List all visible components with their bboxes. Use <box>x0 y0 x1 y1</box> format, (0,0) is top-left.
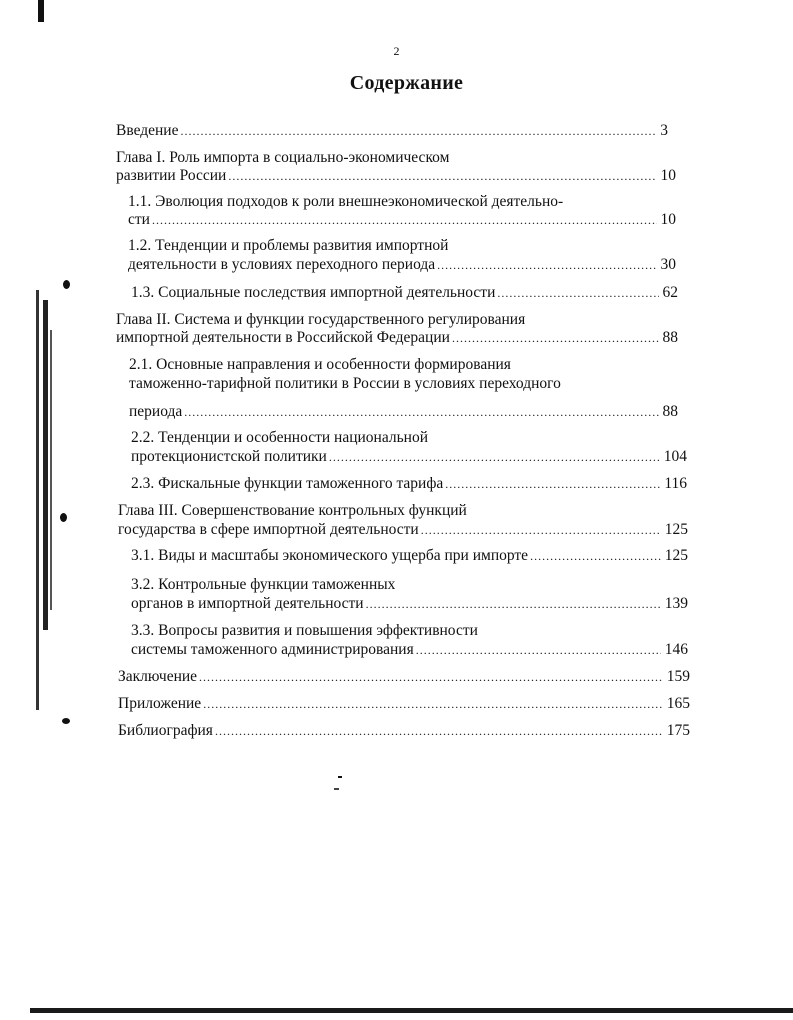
toc-entry-label: 3.1. Виды и масштабы экономического ущерба при импорте <box>131 547 529 564</box>
dot-leader <box>437 255 656 275</box>
binder-hole-mark <box>62 718 70 724</box>
toc-entry-section-3-1 <box>131 546 688 566</box>
dot-leader <box>452 328 659 348</box>
toc-chapter-1-heading: Глава I. Роль импорта в социально-экономическом <box>116 149 450 166</box>
toc-section-1-2-heading: 1.2. Тенденции и проблемы развития импортной <box>128 237 449 254</box>
toc-entry-appendix <box>118 694 690 714</box>
toc-entry-section-1-1 <box>128 210 676 230</box>
toc-entry-conclusion <box>118 667 690 687</box>
dot-leader <box>203 694 663 714</box>
toc-entry-label: 1.3. Социальные последствия импортной деятельности <box>131 284 496 301</box>
toc-entry-label: 2.3. Фискальные функции таможенного тарифа <box>131 475 444 492</box>
toc-entry-label: системы таможенного администрирования <box>131 641 414 658</box>
dot-leader <box>228 166 656 186</box>
toc-page-number: 159 <box>666 668 690 685</box>
dot-leader <box>366 594 661 614</box>
page-number: 2 <box>393 44 400 58</box>
scan-bottom-edge <box>30 1008 793 1013</box>
toc-page-number: 139 <box>664 595 688 612</box>
toc-page-number: 88 <box>662 403 678 420</box>
toc-page-number: 125 <box>664 547 688 564</box>
scan-margin-streak <box>38 0 44 22</box>
toc-section-2-1-heading-cont: таможенно-тарифной политики в России в условиях переходного <box>129 375 561 392</box>
toc-chapter-3-heading: Глава III. Совершенствование контрольных функций <box>118 502 467 519</box>
toc-page-number: 88 <box>662 329 678 346</box>
scan-margin-streak <box>36 290 39 710</box>
dot-leader <box>445 474 660 494</box>
toc-entry-label: сти <box>128 211 150 228</box>
toc-entry-label: Заключение <box>118 668 198 685</box>
toc-entry-section-2-3 <box>131 474 687 494</box>
dot-leader <box>421 520 661 540</box>
toc-section-1-1-heading: 1.1. Эволюция подходов к роли внешнеэкономической деятельно- <box>128 193 564 210</box>
toc-page-number: 10 <box>660 211 676 228</box>
toc-entry-section-1-3 <box>131 283 678 303</box>
toc-entry-label: Введение <box>116 122 179 139</box>
toc-entry-label: развитии России <box>116 167 227 184</box>
toc-entry-section-2-1 <box>129 402 678 422</box>
toc-entry-bibliography <box>118 721 690 741</box>
dot-leader <box>416 640 661 660</box>
dot-leader <box>497 283 658 303</box>
dot-leader <box>180 121 656 141</box>
toc-entry-label: деятельности в условиях переходного периода <box>128 256 436 273</box>
toc-entry-label: Приложение <box>118 695 202 712</box>
binder-hole-mark <box>63 280 70 289</box>
toc-entry-section-2-2 <box>131 447 687 467</box>
toc-page-number: 62 <box>662 284 678 301</box>
toc-entry-chapter-3 <box>118 520 688 540</box>
toc-chapter-2-heading: Глава II. Система и функции государственного регулирования <box>116 311 526 328</box>
toc-section-3-3-heading: 3.3. Вопросы развития и повышения эффективности <box>131 622 478 639</box>
toc-entry-chapter-1 <box>116 166 676 186</box>
toc-page-number: 146 <box>664 641 688 658</box>
dot-leader <box>152 210 657 230</box>
toc-entry-label: Библиография <box>118 722 213 739</box>
page-title: Содержание <box>349 72 464 94</box>
toc-page-number: 10 <box>660 167 676 184</box>
toc-section-2-2-heading: 2.2. Тенденции и особенности национальной <box>131 429 429 446</box>
toc-entry-section-3-2 <box>131 594 688 614</box>
dot-leader <box>329 447 660 467</box>
toc-entry-label: импортной деятельности в Российской Федерации <box>116 329 450 346</box>
toc-entry-section-1-2 <box>128 255 676 275</box>
scan-speck <box>334 788 339 790</box>
scan-speck <box>338 776 342 778</box>
toc-page-number: 116 <box>664 475 687 492</box>
toc-section-2-1-heading: 2.1. Основные направления и особенности формирования <box>129 356 511 373</box>
binder-hole-mark <box>60 513 67 522</box>
toc-page-number: 125 <box>664 521 688 538</box>
dot-leader <box>215 721 663 741</box>
toc-entry-label: органов в импортной деятельности <box>131 595 364 612</box>
toc-section-3-2-heading: 3.2. Контрольные функции таможенных <box>131 576 396 593</box>
toc-entry-label: государства в сфере импортной деятельности <box>118 521 419 538</box>
toc-page-number: 165 <box>666 695 690 712</box>
dot-leader <box>199 667 663 687</box>
toc-entry-intro <box>116 121 668 141</box>
scan-margin-streak <box>50 330 52 610</box>
scan-margin-streak <box>43 300 48 630</box>
dot-leader <box>184 402 658 422</box>
toc-entry-section-3-3 <box>131 640 688 660</box>
toc-entry-label: периода <box>129 403 183 420</box>
toc-page-number: 3 <box>660 122 668 139</box>
dot-leader <box>530 546 661 566</box>
toc-entry-chapter-2 <box>116 328 678 348</box>
toc-page-number: 175 <box>666 722 690 739</box>
toc-entry-label: протекционистской политики <box>131 448 327 465</box>
toc-page-number: 30 <box>660 256 676 273</box>
toc-page-number: 104 <box>663 448 687 465</box>
